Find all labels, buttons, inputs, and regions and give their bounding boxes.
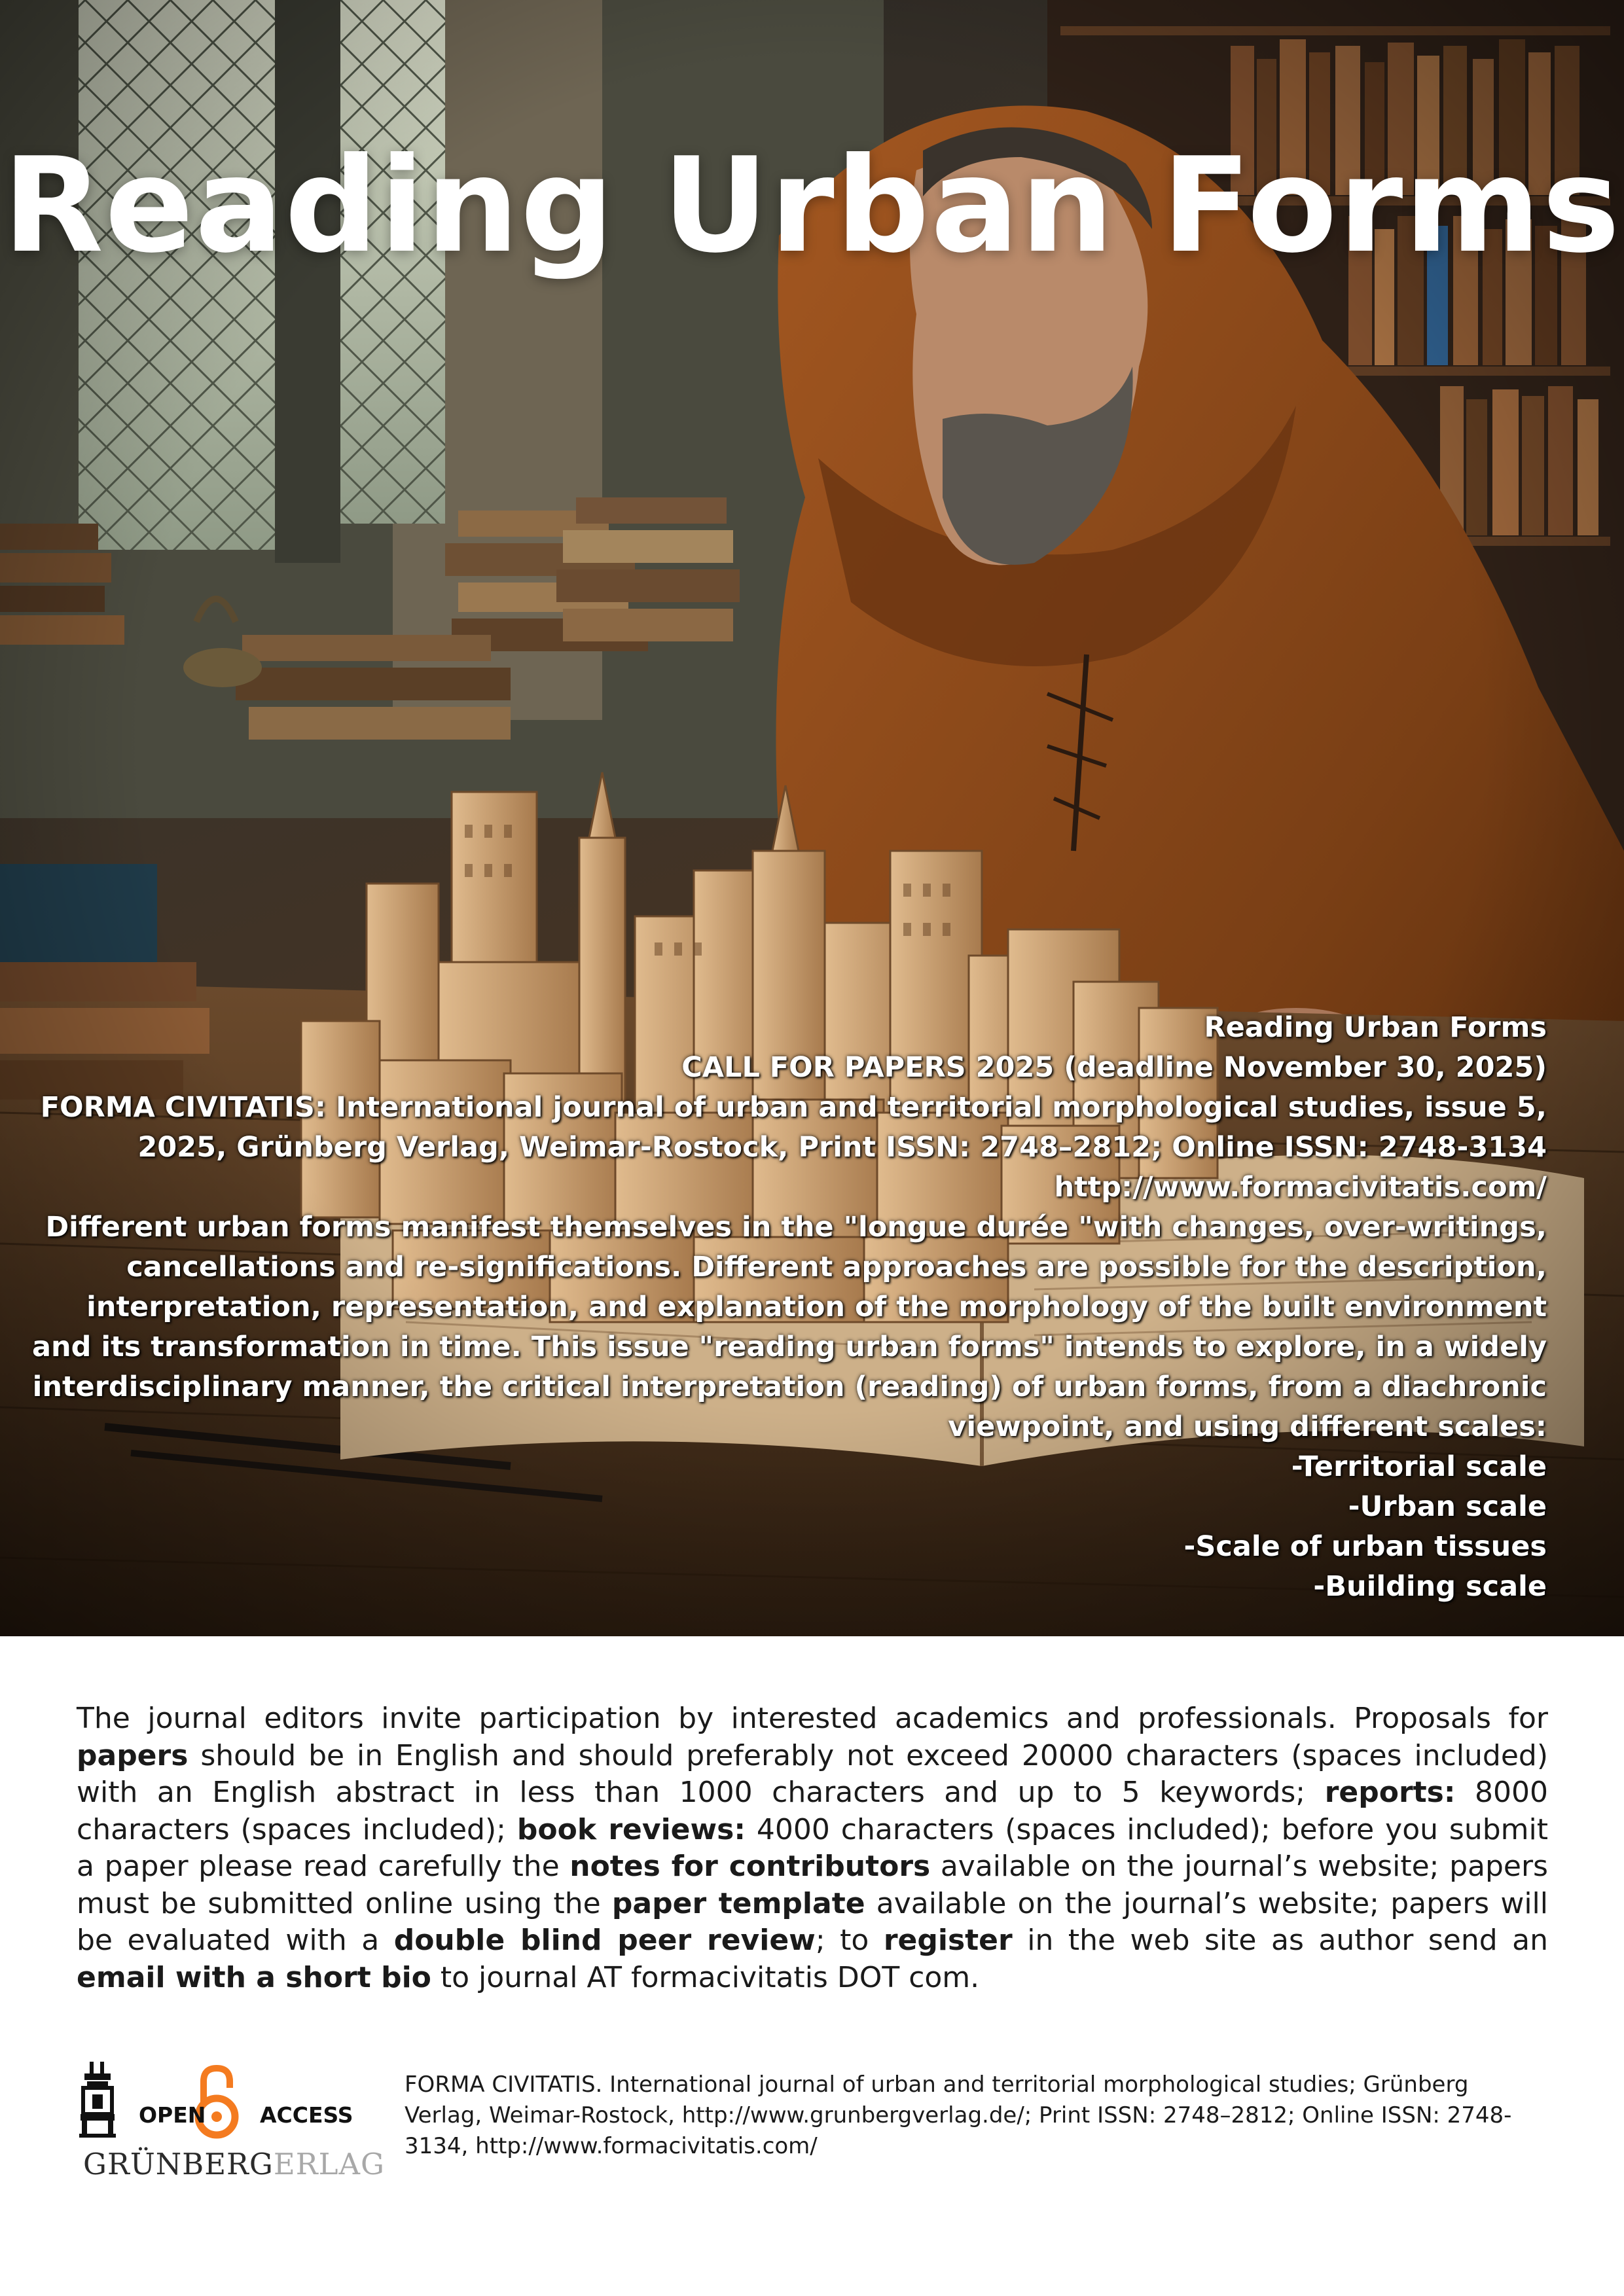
publisher-wordmark-light: ERLAG [273,2147,385,2181]
access-label: ACCESS [260,2102,353,2128]
scale-item: -Scale of urban tissues [1183,1530,1547,1563]
publisher-wordmark [83,2147,385,2181]
scale-item: -Building scale [1313,1570,1547,1603]
footer-citation: FORMA CIVITATIS. International journal of urban and territorial morphological studies; Grünberg Verlag, Weimar-Rostock, http://www.grunbergverlag.de/; Print ISSN: 2748–2812; Online ISSN: 2748-3134, http://www.formacivitatis.com/ [405,2072,1512,2159]
guideline-emphasis: email with a short bio [77,1960,431,1994]
issue-description: Different urban forms manifest themselves in the "longue durée "with changes, over-writings, cancellations and re-significations. Different approaches are possible for the description, interpretation, representation, and explanation of the morphology of the built environment and its transformation in time. This issue "reading urban forms" intends to explore, in a widely interdisciplinary manner, the critical interpretation (reading) of urban forms, from a diachronic viewpoint, and using different scales: [31,1211,1547,1443]
guideline-emphasis: notes for contributors [569,1850,931,1883]
guideline-text: 4000 characters (spaces included); before you submit a paper please read carefully the [77,1812,1548,1883]
submission-guidelines [77,1700,1548,1996]
guideline-emphasis: paper template [611,1886,865,1920]
guideline-text: in the web site as author send an [1012,1924,1549,1957]
printing-press-icon [79,2062,116,2138]
guideline-emphasis: reports: [1324,1776,1456,1809]
call-deadline: CALL FOR PAPERS 2025 (deadline November 30, 2025) [681,1051,1547,1084]
journal-url-link[interactable]: http://www.formacivitatis.com/ [1054,1171,1547,1204]
call-for-papers-block [22,1008,1547,1607]
guideline-emphasis: papers [77,1738,189,1772]
scale-item: -Territorial scale [1291,1450,1547,1483]
scale-item: -Urban scale [1348,1490,1547,1523]
guideline-text: to journal AT formacivitatis DOT com. [431,1960,980,1994]
guideline-emphasis: register [883,1924,1013,1957]
guideline-emphasis: book reviews: [516,1812,746,1846]
guideline-text: 8000 characters (spaces included); [77,1776,1548,1846]
publisher-logos [77,2062,385,2186]
journal-info-line-1: FORMA CIVITATIS: International journal of urban and territorial morphological studies, issue 5, [40,1091,1547,1124]
guideline-text: available on the journal’s website; papers will be evaluated with a [77,1886,1548,1957]
guideline-text: ; to [815,1924,884,1957]
guideline-emphasis: double blind peer review [393,1924,816,1957]
call-heading: Reading Urban Forms [1204,1011,1547,1044]
guideline-text: available on the journal’s website; papers must be submitted online using the [77,1850,1548,1920]
journal-info-line-2: 2025, Grünberg Verlag, Weimar-Rostock, Print ISSN: 2748–2812; Online ISSN: 2748-3134 [137,1131,1547,1164]
cover-title: Reading Urban Forms [3,130,1621,282]
open-label: OPEN [139,2102,206,2128]
guideline-text: should be in English and should preferably not exceed 20000 characters (spaces included) with an English abstract in less than 1000 characters and up to 5 keywords; [77,1738,1548,1809]
publisher-wordmark-dark: GRÜNBERG [83,2147,274,2181]
guideline-text: The journal editors invite participation by interested academics and professionals. Proposals for [77,1702,1548,1735]
